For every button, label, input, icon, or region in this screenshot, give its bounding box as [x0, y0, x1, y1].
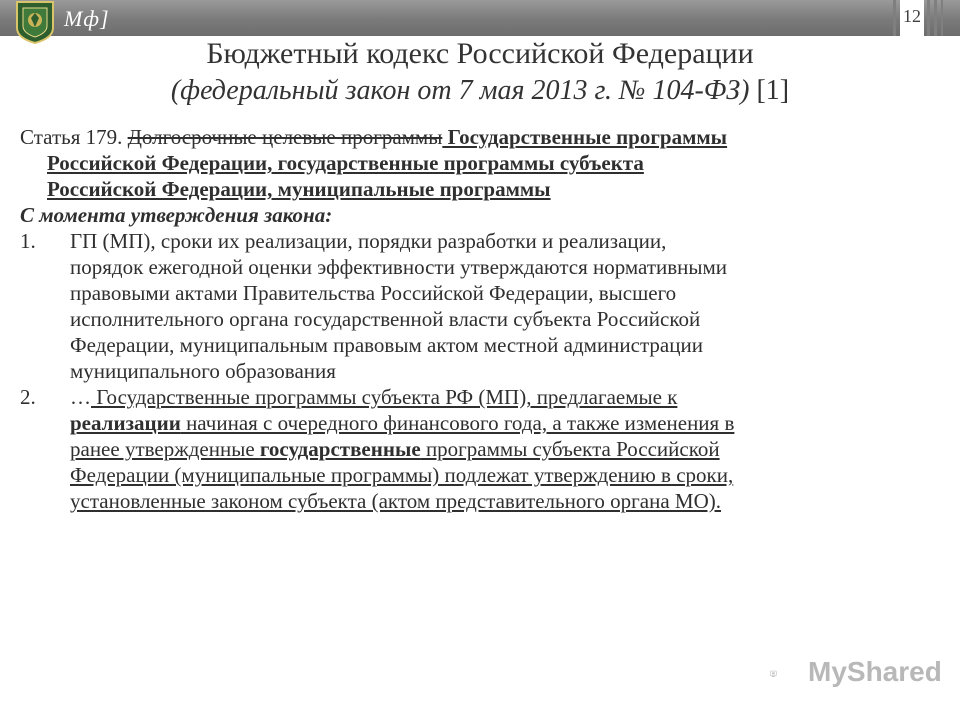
- item2-bold: реализации: [70, 411, 181, 435]
- article-prefix: Статья 179.: [20, 125, 128, 149]
- article-heading-line-3: Российской Федерации, муниципальные программы: [47, 177, 551, 201]
- item2-bold: государственные: [259, 437, 421, 461]
- item1-line: [20, 228, 940, 254]
- item2-line: Федерации (муниципальные программы) подлежат утверждению в сроки,: [70, 463, 734, 487]
- item2-line: [20, 410, 940, 436]
- subtitle-ref: [1]: [749, 75, 790, 106]
- item2-ellipsis: …: [70, 385, 91, 409]
- item2-line: установленные законом субъекта (актом представительного органа МО).: [70, 489, 722, 513]
- item1-text: ГП (МП), сроки их реализации, порядки разработки и реализации,: [70, 229, 667, 253]
- header-divider: [941, 0, 943, 36]
- slide-body: [20, 124, 940, 514]
- page-title: Бюджетный кодекс Российской Федерации: [206, 37, 754, 70]
- header-divider: [927, 0, 930, 36]
- item2-text: программы субъекта Российской: [420, 437, 720, 461]
- item1-line: правовыми актами Правительства Российской Федерации, высшего: [70, 281, 677, 305]
- intro-text: С момента утверждения закона:: [20, 203, 333, 227]
- item2-line: [20, 384, 940, 410]
- article-struck-text: Долгосрочные целевые программы: [127, 125, 443, 149]
- item2-text: начиная с очередного финансового года, а также изменения в: [180, 411, 735, 435]
- item1-line: Федерации, муниципальным правовым актом местной администрации: [70, 333, 703, 357]
- subtitle-law: (федеральный закон от 7 мая 2013 г. № 104-ФЗ): [170, 75, 750, 106]
- item2-text: Государственные программы субъекта РФ (МП), предлагаемые к: [91, 385, 678, 409]
- article-heading-line-2: Российской Федерации, государственные программы субъекта: [47, 151, 644, 175]
- item2-text: ранее утвержденные: [70, 437, 260, 461]
- item2-line: [20, 436, 940, 462]
- item2-number: 2.: [20, 385, 36, 409]
- page-subtitle: [0, 74, 960, 108]
- header-divider: [893, 0, 896, 36]
- watermark-label: MyShared: [808, 656, 942, 687]
- slide-number: 12: [903, 6, 921, 26]
- item1-line: исполнительного органа государственной власти субъекта Российской: [70, 307, 701, 331]
- item1-number: 1.: [20, 229, 36, 253]
- header-bar: [0, 0, 960, 36]
- brand-label: Мф]: [64, 6, 110, 31]
- header-divider: [934, 0, 937, 36]
- item1-line: муниципального образования: [70, 359, 336, 383]
- article-new-title: Государственные программы: [442, 125, 728, 149]
- item1-line: порядок ежегодной оценки эффективности утверждаются нормативными: [70, 255, 728, 279]
- article-heading-line-1: [20, 124, 940, 150]
- watermark-text: [808, 656, 942, 688]
- watermark-icon: [770, 654, 806, 694]
